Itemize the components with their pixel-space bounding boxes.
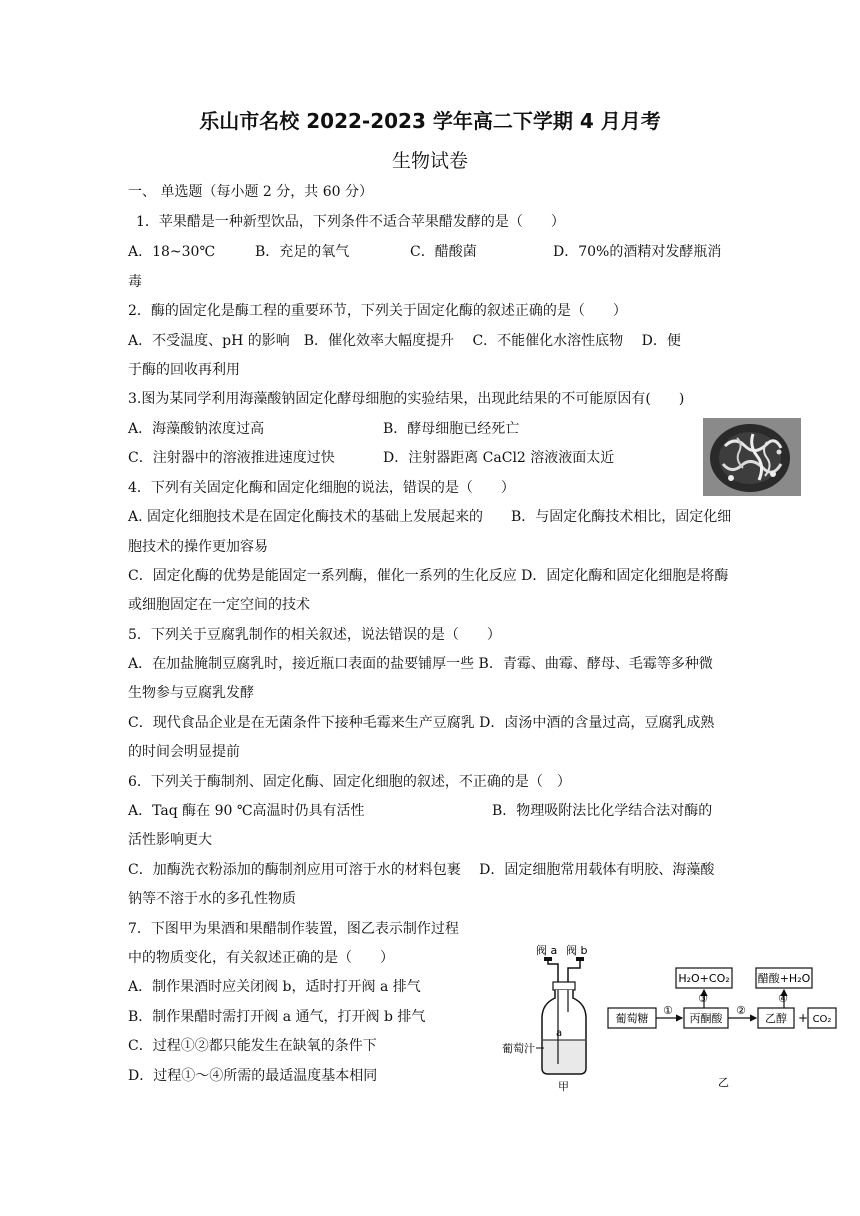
h2o-co2-label: H₂O+CO₂ xyxy=(678,972,730,985)
q1-option-a: A．18~30℃ xyxy=(128,244,216,260)
q2-stem: 2．酶的固定化是酶工程的重要环节，下列关于固定化酶的叙述正确的是（ ） xyxy=(128,303,627,319)
page-title: 乐山市名校 2022-2023 学年高二下学期 4 月月考 xyxy=(199,109,661,133)
q2-options-line2: 于酶的回收再利用 xyxy=(128,362,240,378)
acetic-acid-label: 醋酸+H₂O xyxy=(757,972,811,985)
figure-jia-caption: 甲 xyxy=(558,1080,569,1092)
q6-option-a: A．Taq 酶在 90 ℃高温时仍具有活性 xyxy=(128,803,365,819)
q3-option-d: D．注射器距离 CaCl2 溶液液面太近 xyxy=(383,450,615,466)
section-heading: 一、 单选题（每小题 2 分，共 60 分） xyxy=(128,184,373,200)
beads-photo xyxy=(703,418,801,496)
pyruvate-label: 丙酮酸 xyxy=(689,1012,723,1025)
q4-options-line3: C．固定化酶的优势是能固定一系列酶，催化一系列的生化反应 D．固定化酶和固定化细胞是将酶 xyxy=(128,568,729,584)
q6-option-b: B．物理吸附法比化学结合法对酶的 xyxy=(492,803,713,819)
step-2-label: ② xyxy=(736,1004,746,1017)
valve-a-label: 阀 a xyxy=(536,944,558,957)
page-subtitle: 生物试卷 xyxy=(391,150,468,172)
q7-option-a: A．制作果酒时应关闭阀 b，适时打开阀 a 排气 xyxy=(128,979,421,995)
q5-options-line2: 生物参与豆腐乳发酵 xyxy=(128,685,254,701)
q4-options-line1: A. 固定化细胞技术是在固定化酶技术的基础上发展起来的 B．与固定化酶技术相比，固定化细 xyxy=(128,509,732,525)
plus-sign: + xyxy=(798,1011,809,1025)
q5-options-line4: 的时间会明显提前 xyxy=(128,744,240,760)
q6-options-line3: C．加酶洗衣粉添加的酶制剂应用可溶于水的材料包裹 D．固定细胞常用载体有明胶、海藻酸 xyxy=(128,862,715,878)
q7-option-b: B．制作果醋时需打开阀 a 通气，打开阀 b 排气 xyxy=(128,1009,426,1025)
glucose-label: 葡萄糖 xyxy=(615,1012,649,1025)
step-4-label: ④ xyxy=(778,992,788,1005)
q7-stem-line2: 中的物质变化，有关叙述正确的是（ ） xyxy=(128,950,394,966)
q6-stem: 6．下列关于酶制剂、固定化酶、固定化细胞的叙述，不正确的是（ ） xyxy=(128,774,571,790)
grape-juice-label: 葡萄汁 xyxy=(502,1042,535,1055)
q1-option-c: C．醋酸菌 xyxy=(410,244,477,260)
figure-yi-caption: 乙 xyxy=(718,1076,729,1089)
q1-option-d-cont: 毒 xyxy=(128,274,142,290)
q7-option-d: D．过程①～④所需的最适温度基本相同 xyxy=(128,1068,378,1084)
q5-options-line1: A．在加盐腌制豆腐乳时，接近瓶口表面的盐要铺厚一些 B．青霉、曲霉、酵母、毛霉等多种微 xyxy=(128,656,713,672)
q7-option-c: C．过程①②都只能发生在缺氧的条件下 xyxy=(128,1038,377,1054)
q3-option-c: C．注射器中的溶液推进速度过快 xyxy=(128,450,335,466)
q3-option-b: B．酵母细胞已经死亡 xyxy=(383,421,520,437)
q5-options-line3: C．现代食品企业是在无菌条件下接种毛霉来生产豆腐乳 D．卤汤中酒的含量过高，豆腐乳成熟 xyxy=(128,715,715,731)
co2-label: CO₂ xyxy=(812,1014,832,1025)
q3-option-a: A．海藻酸钠浓度过高 xyxy=(128,421,265,437)
q5-stem: 5．下列关于豆腐乳制作的相关叙述，说法错误的是（ ） xyxy=(128,627,501,643)
q6-options-line2: 活性影响更大 xyxy=(128,832,212,848)
q7-stem-line1: 7．下图甲为果酒和果醋制作装置，图乙表示制作过程 xyxy=(128,921,459,937)
q3-stem: 3.图为某同学利用海藻酸钠固定化酵母细胞的实验结果，出现此结果的不可能原因有( ) xyxy=(128,391,685,407)
q6-options-line4: 钠等不溶于水的多孔性物质 xyxy=(128,891,296,907)
step-3-label: ③ xyxy=(698,992,708,1005)
q4-options-line4: 或细胞固定在一定空间的技术 xyxy=(128,597,310,613)
q1-stem: 1．苹果醋是一种新型饮品，下列条件不适合苹果醋发酵的是（ ） xyxy=(136,214,565,230)
metabolic-pathway-figure xyxy=(606,960,838,1090)
q1-option-d: D．70%的酒精对发酵瓶消 xyxy=(553,244,722,260)
fermentation-apparatus-figure xyxy=(498,940,608,1092)
ethanol-label: 乙醇 xyxy=(765,1012,787,1025)
bottle-marker-a: a xyxy=(556,1028,563,1039)
step-1-label: ① xyxy=(663,1004,673,1017)
q2-options-line1: A．不受温度、pH 的影响 B．催化效率大幅度提升 C．不能催化水溶性底物 D．便 xyxy=(128,333,681,349)
q4-stem: 4．下列有关固定化酶和固定化细胞的说法，错误的是（ ） xyxy=(128,480,515,496)
valve-b-label: 阀 b xyxy=(566,944,588,957)
q4-options-line2: 胞技术的操作更加容易 xyxy=(128,539,268,555)
q1-option-b: B．充足的氧气 xyxy=(255,244,350,260)
